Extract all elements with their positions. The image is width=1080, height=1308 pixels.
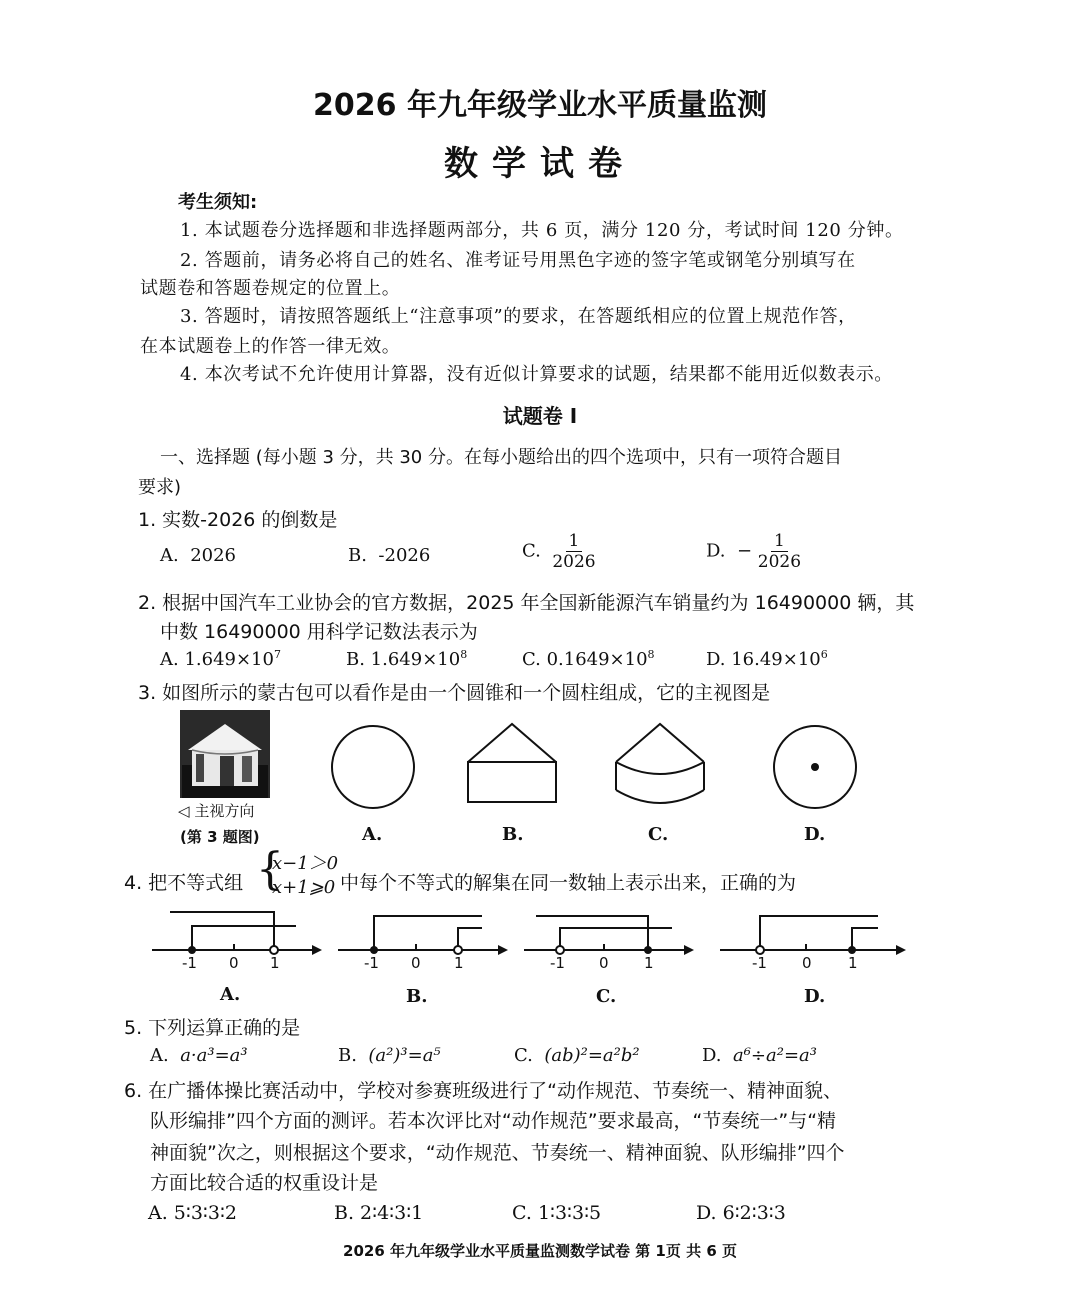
q6-option-d: D. 6∶2∶3∶3 — [696, 1202, 786, 1224]
q1-c-label: C. — [522, 540, 541, 562]
q4a-tick-0: 0 — [229, 954, 239, 972]
q4d-tick-neg1: -1 — [752, 954, 767, 972]
yurt-photo — [180, 710, 270, 798]
q3-shape-a — [328, 722, 418, 812]
q3-shape-b — [464, 720, 560, 806]
q5-option-b: B. (a²)³=a⁵ — [338, 1045, 441, 1066]
q4-system — [272, 852, 338, 900]
q6-option-b: B. 2∶4∶3∶1 — [334, 1202, 424, 1224]
q2-stem: 2. 根据中国汽车工业协会的官方数据，2025 年全国新能源汽车销量约为 16490000 辆，其 — [138, 592, 915, 614]
q3-shape-d — [770, 722, 860, 812]
view-direction: ◁ 主视方向 — [178, 802, 255, 820]
notice-item-2-cont: 试题卷和答题卷规定的位置上。 — [140, 278, 401, 299]
q1-d-label: D. — [706, 540, 726, 562]
q4d-tick-0: 0 — [802, 954, 812, 972]
q2-option-d: D. $16.49\times 10^6$ — [706, 648, 828, 670]
q5-option-a: A. a·a³=a³ — [150, 1045, 248, 1066]
q1-option-d: D. − $\frac{1}{2026}$ — [706, 531, 802, 572]
q5-option-c: C. (ab)²=a²b² — [514, 1045, 640, 1066]
q3-shape-c — [612, 718, 708, 814]
q4d-tick-1: 1 — [848, 954, 858, 972]
q6-stem-4: 方面比较合适的权重设计是 — [150, 1172, 379, 1194]
q1-d-fraction: $\frac{1}{2026}$ — [757, 531, 802, 572]
q4-label-c: C. — [596, 986, 617, 1007]
q4-stem-pre: 4. 把不等式组 — [124, 872, 244, 894]
q2-option-b: B. $1.649\times 10^8$ — [346, 648, 468, 670]
q3-stem: 3. 如图所示的蒙古包可以看作是由一个圆锥和一个圆柱组成，它的主视图是 — [138, 682, 771, 704]
q5-stem: 5. 下列运算正确的是 — [124, 1017, 301, 1039]
notice-item-3-cont: 在本试题卷上的作答一律无效。 — [140, 336, 401, 357]
q4c-tick-0: 0 — [599, 954, 609, 972]
q1-stem: 1. 实数-2026 的倒数是 — [138, 509, 338, 531]
q4-label-a: A. — [220, 984, 241, 1005]
q1-a-value: 2026 — [190, 545, 236, 566]
notice-item-3: 3. 答题时，请按照答题纸上“注意事项”的要求，在答题纸相应的位置上规范作答， — [180, 306, 857, 327]
q4-stem-post: 中每个不等式的解集在同一数轴上表示出来，正确的为 — [340, 872, 797, 894]
q4c-tick-1: 1 — [644, 954, 654, 972]
q4-numberline-d — [718, 906, 914, 966]
notice-item-1: 1. 本试题卷分选择题和非选择题两部分，共 6 页，满分 120 分，考试时间 120 分钟。 — [180, 220, 904, 241]
q4b-tick-1: 1 — [454, 954, 464, 972]
q1-b-label: B. — [348, 545, 367, 566]
exam-title: 2026 年九年级学业水平质量监测 — [313, 88, 767, 123]
q3-figure-caption: (第 3 题图) — [180, 828, 260, 846]
section-title: 试题卷 I — [502, 404, 578, 428]
q4-label-d: D. — [804, 986, 826, 1007]
q6-stem-3: 神面貌”次之，则根据这个要求，“动作规范、节奏统一、精神面貌、队形编排”四个 — [150, 1142, 845, 1164]
q1-option-a — [160, 545, 236, 566]
q1-b-value: -2026 — [378, 545, 431, 566]
yurt-image — [180, 710, 270, 798]
q4-brace: { — [256, 844, 284, 895]
q6-option-c: C. 1∶3∶3∶5 — [512, 1202, 602, 1224]
q3-label-c: C. — [648, 824, 669, 845]
q3-label-a: A. — [362, 824, 383, 845]
q4-numberline-a — [150, 906, 330, 966]
q4a-tick-1: 1 — [270, 954, 280, 972]
q6-stem-1: 6. 在广播体操比赛活动中，学校对参赛班级进行了“动作规范、节奏统一、精神面貌、 — [124, 1080, 843, 1102]
q1-c-fraction: $\frac{1}{2026}$ — [552, 531, 596, 572]
q4-inequality-1: x−1＞0 — [272, 853, 339, 874]
page-footer: 2026 年九年级学业水平质量监测数学试卷 第 1页 共 6 页 — [343, 1242, 737, 1260]
part-instruction: 一、选择题 (每小题 3 分，共 30 分。在每小题给出的四个选项中，只有一项符合题目 — [160, 447, 842, 468]
q1-a-label: A. — [160, 545, 179, 566]
q4-numberline-c — [522, 906, 702, 966]
q4b-tick-neg1: -1 — [364, 954, 379, 972]
exam-subtitle: 数学试卷 — [444, 144, 636, 184]
q4a-tick-neg1: -1 — [182, 954, 197, 972]
q2-stem-cont: 中数 16490000 用科学记数法表示为 — [160, 621, 478, 643]
q1-option-c — [522, 531, 596, 572]
notice-item-4: 4. 本次考试不允许使用计算器，没有近似计算要求的试题，结果都不能用近似数表示。 — [180, 364, 893, 385]
direction-arrow-icon: ◁ — [178, 802, 190, 820]
q1-option-b — [348, 545, 430, 566]
q4-numberline-b — [336, 906, 516, 966]
q4c-tick-neg1: -1 — [550, 954, 565, 972]
q2-option-a: A. $1.649\times 10^7$ — [160, 648, 281, 670]
q4b-tick-0: 0 — [411, 954, 421, 972]
q5-option-d: D. a⁶÷a²=a³ — [702, 1045, 817, 1066]
q4-inequality-2: x+1⩾0 — [272, 877, 336, 898]
q6-option-a: A. 5∶3∶3∶2 — [148, 1202, 237, 1224]
q3-label-d: D. — [804, 824, 826, 845]
notice-heading: 考生须知: — [178, 192, 258, 213]
q2-option-c: C. $0.1649\times 10^8$ — [522, 648, 655, 670]
q3-label-b: B. — [502, 824, 524, 845]
part-instruction-cont: 要求) — [138, 477, 182, 498]
q6-stem-2: 队形编排”四个方面的测评。若本次评比对“动作规范”要求最高，“节奏统一”与“精 — [150, 1110, 837, 1132]
q4-label-b: B. — [406, 986, 428, 1007]
notice-item-2: 2. 答题前，请务必将自己的姓名、准考证号用黑色字迹的签字笔或钢笔分别填写在 — [180, 250, 856, 271]
